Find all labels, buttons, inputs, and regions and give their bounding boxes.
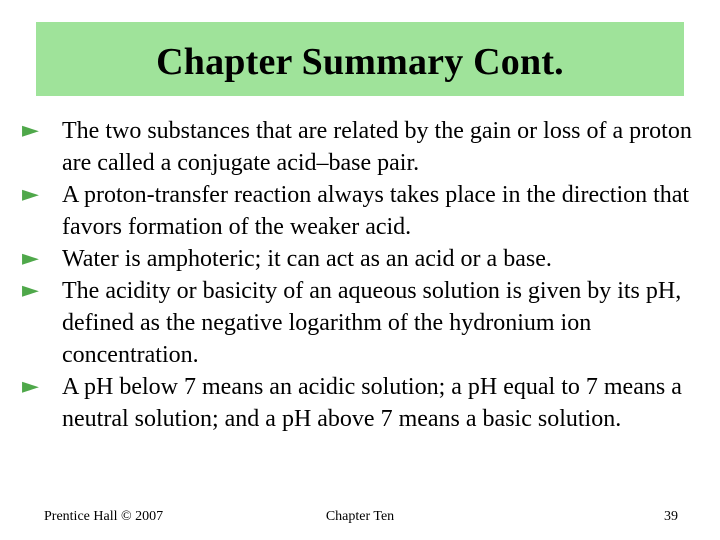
bullet-item [22,115,712,179]
triangle-bullet-icon: ► [22,374,39,399]
footer-chapter: Chapter Ten [325,509,395,524]
bullet-text: Water is amphoteric; it can act as an acid or a base. [62,246,552,272]
summary-bullet-list [22,115,712,435]
triangle-bullet-icon: ► [22,278,39,303]
bullet-item [22,243,712,275]
bullet-text: A proton-transfer reaction always takes place in the direction that favors formation of the weaker acid. [62,182,690,240]
footer-page-number: 39 [664,509,678,524]
bullet-text: The acidity or basicity of an aqueous solution is given by its pH, defined as the negative logarithm of the hydronium ion concentration. [62,278,682,368]
footer-publisher: Prentice Hall © 2007 [44,509,164,524]
bullet-item [22,275,712,371]
bullet-item [22,179,712,243]
bullet-text: The two substances that are related by the gain or loss of a proton are called a conjugate acid–base pair. [62,118,692,176]
bullet-text: A pH below 7 means an acidic solution; a pH equal to 7 means a neutral solution; and a pH above 7 means a basic solution. [62,374,682,432]
triangle-bullet-icon: ► [22,118,39,143]
bullet-item [22,371,712,435]
slide-title: Chapter Summary Cont. [156,41,564,83]
title-banner [36,22,684,96]
triangle-bullet-icon: ► [22,182,39,207]
triangle-bullet-icon: ► [22,246,39,271]
